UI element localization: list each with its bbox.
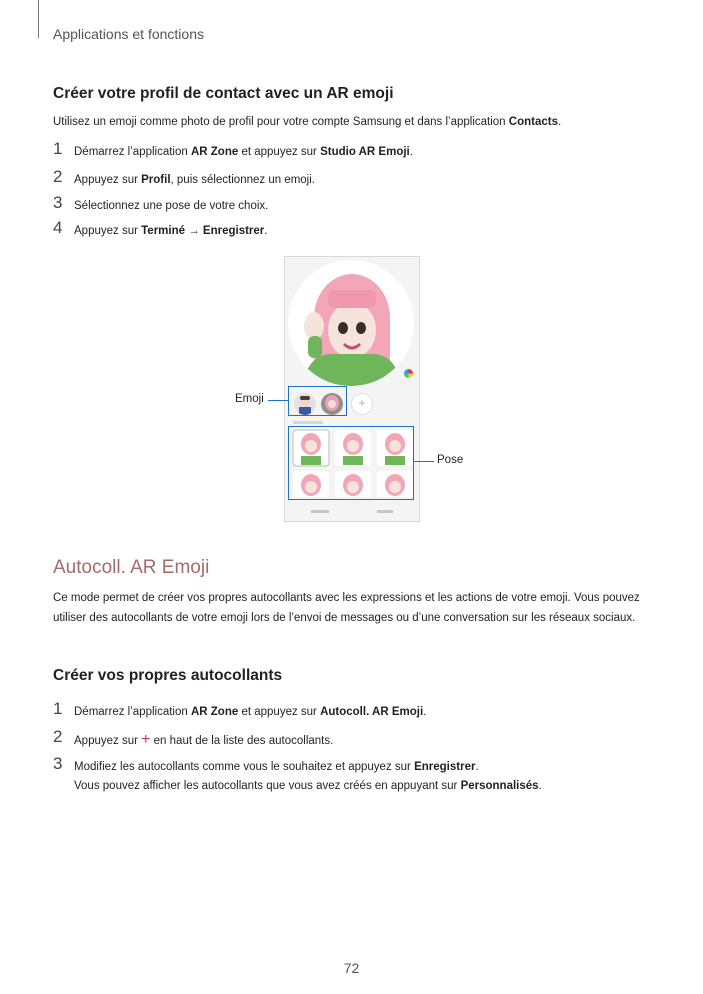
step-text: Appuyez sur Terminé → Enregistrer. [74, 225, 268, 237]
pose-callout-line [414, 461, 434, 462]
add-emoji-button[interactable]: + [351, 393, 373, 415]
section2-subheading: Créer vos propres autocollants [53, 667, 283, 684]
step-number: 3 [53, 754, 63, 773]
step-text: Appuyez sur + en haut de la liste des autocollants. [74, 731, 334, 748]
emoji-avatar-illustration [288, 260, 414, 386]
pose-section-label-bar [293, 421, 323, 424]
corner-rule [38, 0, 39, 38]
step-text: Démarrez l’application AR Zone et appuyez sur Autocoll. AR Emoji. [74, 706, 427, 718]
step-number: 1 [53, 699, 63, 718]
color-wheel-icon[interactable] [404, 369, 413, 378]
pose-callout-label: Pose [437, 454, 464, 466]
step-number: 1 [53, 139, 63, 158]
cancel-button[interactable] [311, 510, 329, 513]
step-note: Vous pouvez afficher les autocollants que vous avez créés en appuyant sur Personnalisés. [74, 780, 542, 792]
chapter-title: Applications et fonctions [53, 26, 204, 42]
emoji-callout-label: Emoji [235, 393, 264, 405]
section1-heading: Créer votre profil de contact avec un AR emoji [53, 85, 394, 102]
plus-icon: + [141, 731, 151, 748]
step-text: Modifiez les autocollants comme vous le souhaitez et appuyez sur Enregistrer. [74, 761, 479, 773]
step-number: 4 [53, 218, 63, 237]
emoji-selection-box [288, 386, 347, 416]
section2-body: Ce mode permet de créer vos propres autocollants avec les expressions et les actions de votre emoji. Vous pouvez utiliser des autocollants de votre emoji lors de l’envoi de messages ou d’une conversation sur les réseaux sociaux. [53, 592, 640, 624]
profile-preview [288, 260, 414, 386]
step-text: Sélectionnez une pose de votre choix. [74, 200, 269, 212]
step-text: Démarrez l’application AR Zone et appuyez sur Studio AR Emoji. [74, 146, 413, 158]
step-number: 2 [53, 727, 63, 746]
bottom-button-bar [285, 503, 419, 521]
emoji-callout-line [268, 400, 288, 401]
pose-selection-box [288, 426, 414, 500]
page-number: 72 [343, 960, 360, 976]
step-number: 3 [53, 193, 63, 212]
step-number: 2 [53, 167, 63, 186]
section2-title: Autocoll. AR Emoji [53, 557, 210, 578]
step-text: Appuyez sur Profil, puis sélectionnez un emoji. [74, 174, 315, 186]
done-button[interactable] [377, 510, 393, 513]
section1-intro: Utilisez un emoji comme photo de profil pour votre compte Samsung et dans l’application Contacts. [53, 116, 562, 128]
